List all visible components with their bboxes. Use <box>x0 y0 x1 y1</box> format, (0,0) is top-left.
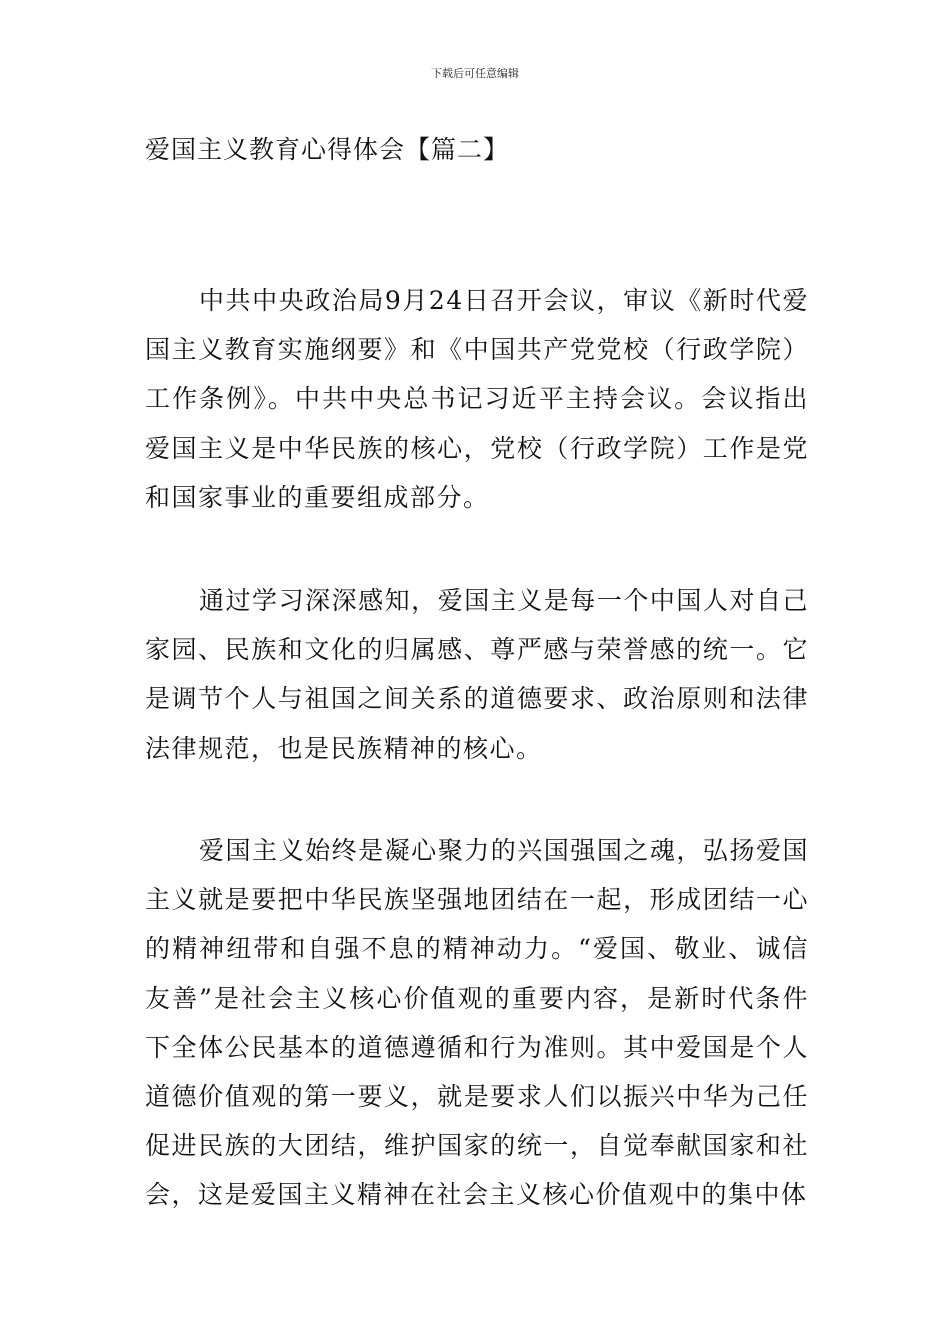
header-note: 下载后可任意编辑 <box>431 67 519 80</box>
paragraph-2: 通过学习深深感知，爱国主义是每一个中国人对自己家园、民族和文化的归属感、尊严感与荣誉感的统一。它是调节个人与祖国之间关系的道德要求、政治原则和法律法律规范，也是民族精神的核心。 <box>145 586 809 763</box>
document-title: 爱国主义教育心得体会【篇二】 <box>145 135 510 164</box>
paragraph-3: 爱国主义始终是凝心聚力的兴国强国之魂，弘扬爱国主义就是要把中华民族坚强地团结在一起，形成团结一心的精神纽带和自强不息的精神动力。“爱国、敬业、诚信友善”是社会主义核心价值观的重要内容，是新时代条件下全体公民基本的道德遵循和行为准则。其中爱国是个人道德价值观的第一要义，就是要求人们以振兴中华为己任促进民族的大团结，维护国家的统一，自觉奉献国家和社会，这是爱国主义精神在社会主义核心价值观中的集中体 <box>145 836 809 1210</box>
paragraph-1: 中共中央政治局9月24日召开会议，审议《新时代爱国主义教育实施纲要》和《中国共产党党校（行政学院）工作条例》。中共中央总书记习近平主持会议。会议指出爱国主义是中华民族的核心，党校（行政学院）工作是党和国家事业的重要组成部分。 <box>145 286 809 512</box>
